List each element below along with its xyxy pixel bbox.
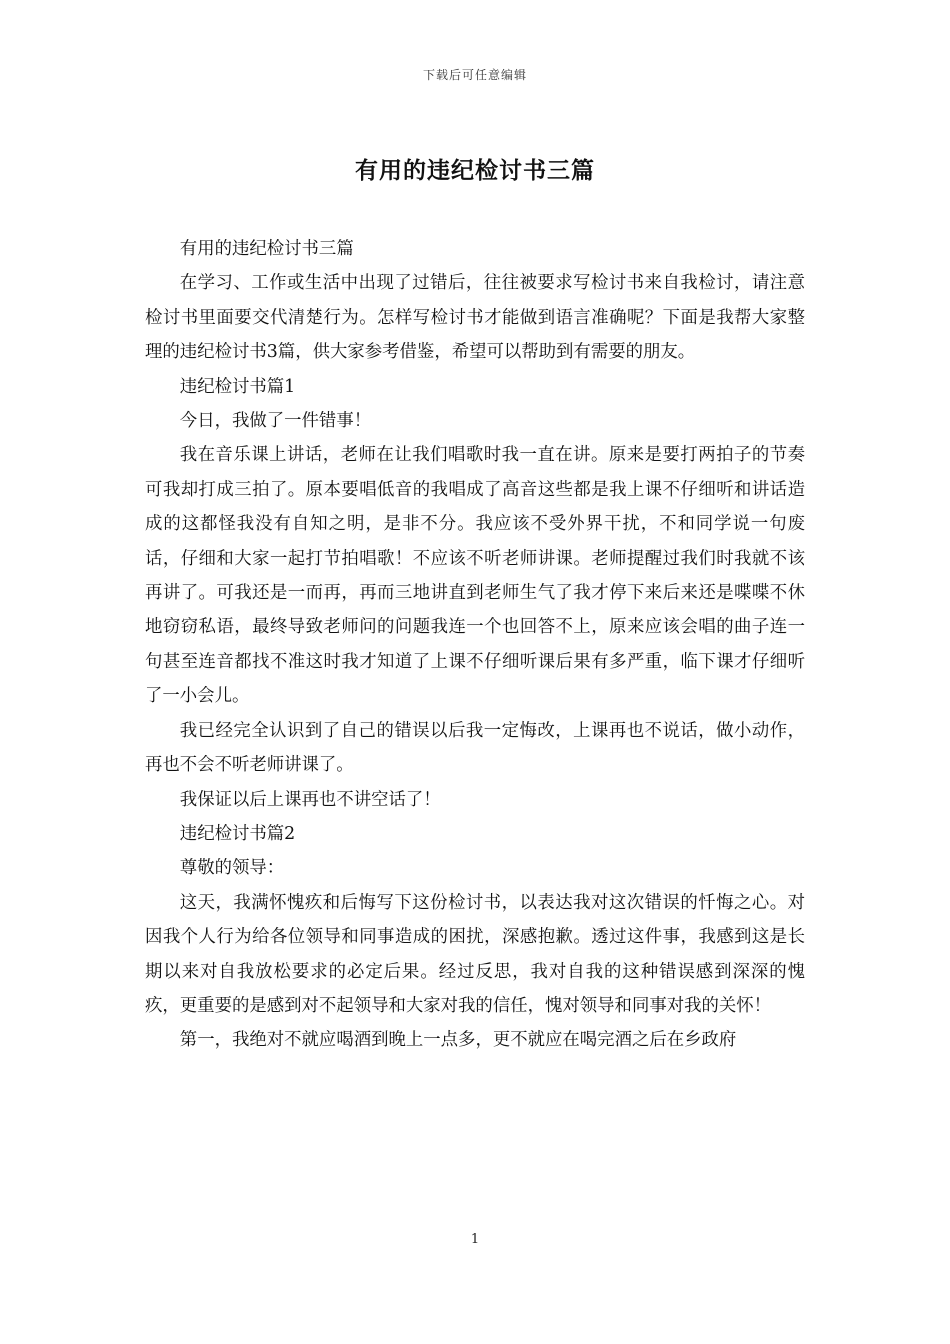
section-heading-2: 违纪检讨书篇2 — [179, 823, 296, 844]
paragraph-subtitle: 有用的违纪检讨书三篇 — [179, 239, 354, 259]
document-body — [145, 232, 805, 1058]
page-number: 1 — [470, 1232, 480, 1247]
paragraph: 我在音乐课上讲话，老师在让我们唱歌时我一直在讲。原来是要打两拍子的节奏可我却打成三拍了。原本要唱低音的我唱成了高音这些都是我上课不仔细听和讲话造成的这都怪我没有自知之明，是非不分。我应该不受外界干扰，不和同学说一句废话，仔细和大家一起打节拍唱歌！不应该不听老师讲课。老师提醒过我们时我就不该再讲了。可我还是一而再，再而三地讲直到老师生气了我才停下来后来还是喋喋不休地窃窃私语，最终导致老师问的问题我连一个也回答不上，原来应该会唱的曲子连一句甚至连音都找不准这时我才知道了上课不仔细听课后果有多严重，临下课才仔细听了一小会儿。 — [145, 445, 805, 707]
header-note: 下载后可任意编辑 — [422, 68, 527, 82]
paragraph: 这天，我满怀愧疚和后悔写下这份检讨书，以表达我对这次错误的忏悔之心。对因我个人行为给各位领导和同事造成的困扰，深感抱歉。透过这件事，我感到这是长期以来对自我放松要求的必定后果。经过反思，我对自我的这种错误感到深深的愧疚，更重要的是感到对不起领导和大家对我的信任，愧对领导和同事对我的关怀！ — [145, 892, 805, 1016]
salutation: 尊敬的领导： — [179, 858, 285, 879]
section-heading-1: 违纪检讨书篇1 — [179, 376, 296, 397]
paragraph: 第一，我绝对不就应喝酒到晚上一点多，更不就应在喝完酒之后在乡政府 — [179, 1030, 737, 1051]
paragraph: 我保证以后上课再也不讲空话了！ — [179, 789, 441, 810]
paragraph: 今日，我做了一件错事！ — [179, 411, 372, 432]
paragraph-intro: 在学习、工作或生活中出现了过错后，往往被要求写检讨书来自我检讨，请注意检讨书里面要交代清楚行为。怎样写检讨书才能做到语言准确呢？下面是我帮大家整理的违纪检讨书3篇，供大家参考借鉴，希望可以帮助到有需要的朋友。 — [145, 273, 805, 363]
document-title: 有用的违纪检讨书三篇 — [355, 157, 595, 184]
paragraph: 我已经完全认识到了自己的错误以后我一定悔改，上课再也不说话，做小动作，再也不会不听老师讲课了。 — [145, 720, 805, 776]
